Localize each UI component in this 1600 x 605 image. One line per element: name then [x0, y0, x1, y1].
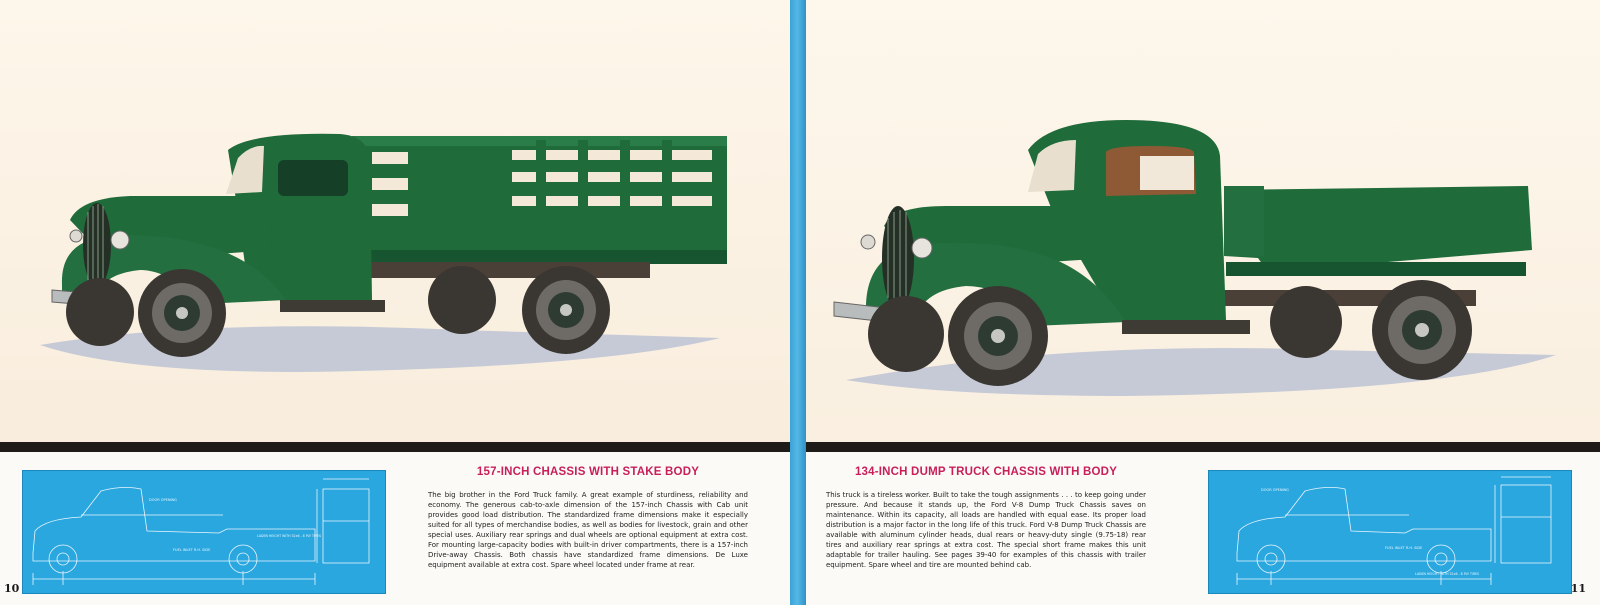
stake-body-truck-illustration: [0, 0, 790, 442]
left-lower-panel: [0, 452, 790, 605]
right-lower-panel: [806, 452, 1600, 605]
right-page-number: 11: [1570, 582, 1586, 595]
right-text-column: [826, 466, 1146, 570]
left-page: [0, 0, 790, 605]
right-body-text: This truck is a tireless worker. Built to take the tough assignments . . . to keep going under pressure. And because it stands up, the Ford V-8 Dump Truck Chassis saves on maintenance. Within its capacity, all loads are handled with equal ease. Its proper load distribution is a major factor in the long life of this truck. Ford V-8 Dump Truck Chassis are available with aluminum cylinder heads, dual rears or heavy-duty single (9.75-18) rear tires and auxiliary rear springs at extra cost. The special short frame makes this unit adaptable for trailer hauling. See pages 39-40 for examples of this chassis with trailer equipment. Spare wheel and tire are mounted behind cab.: [826, 491, 1146, 569]
blueprint-door-label: DOOR OPENING: [149, 498, 177, 502]
blueprint-fuel-label: FUEL INLET R.H. SIDE: [173, 548, 211, 552]
dump-chassis-blueprint: [1208, 470, 1572, 594]
blueprint-laden-label-right: LADEN HEIGHT WITH 32x6 - 8 PLY TIRES: [1415, 572, 1480, 576]
divider-band-right: [806, 442, 1600, 452]
left-body-text: The big brother in the Ford Truck family. A great example of sturdiness, reliability and economy. The generous cab-to-axle dimension of the 157-inch Chassis with Cab unit provides good load distribution. The standardized frame dimensions make it especially suited for all types of merchandise bodies, as well as bodies for livestock, grain and other special uses. Auxiliary rear springs and dual wheels are optional equipment at extra cost. For mounting large-capacity bodies with built-in driver compartments, there is a 157-inch Drive-away Chassis. Both chassis have standardized frame dimensions. De Luxe equipment available at extra cost. Spare wheel located under frame at rear.: [428, 491, 748, 569]
left-text-column: [428, 466, 748, 570]
divider-band: [0, 442, 790, 452]
right-page: [806, 0, 1600, 605]
left-page-number: 10: [4, 582, 20, 595]
right-heading: 134-INCH DUMP TRUCK CHASSIS WITH BODY: [854, 466, 1118, 478]
blueprint-laden-label: LADEN HEIGHT WITH 32x6 - 8 PLY TIRES: [257, 534, 322, 538]
blueprint-fuel-label-right: FUEL INLET R.H. SIDE: [1385, 546, 1423, 550]
left-heading: 157-INCH CHASSIS WITH STAKE BODY: [476, 466, 700, 478]
stake-chassis-blueprint: [22, 470, 386, 594]
blueprint-door-label-right: DOOR OPENING: [1261, 488, 1289, 492]
dump-truck-illustration: [806, 0, 1600, 442]
spine-gutter: [790, 0, 806, 605]
